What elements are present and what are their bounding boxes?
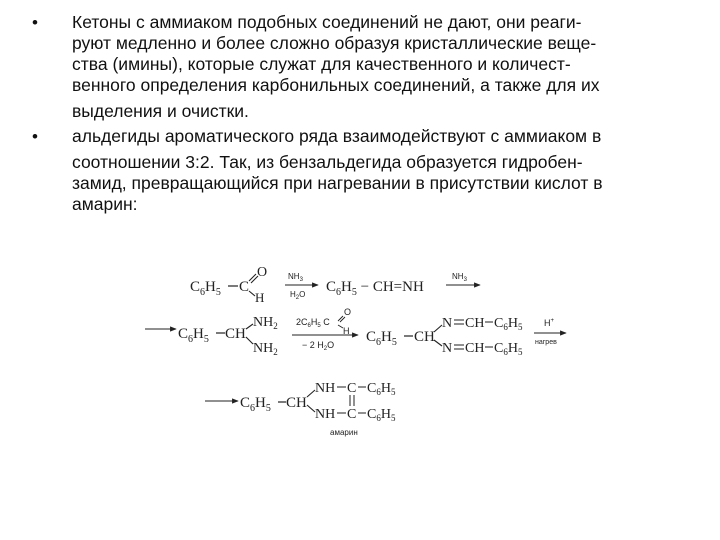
amino-group-top: $NH_2$	[253, 315, 278, 331]
bullet-marker: •	[32, 127, 38, 146]
bond-line	[434, 340, 442, 346]
ring-c-bottom: C	[347, 407, 357, 422]
bond-line	[246, 324, 253, 329]
ring-nh-top: NH	[315, 381, 336, 396]
imine-n-bottom: N	[442, 341, 453, 356]
bullet-list	[32, 12, 692, 215]
carbonyl-carbon: C	[239, 279, 250, 295]
amino-group-bottom: $NH_2$	[253, 341, 278, 357]
ring-nh-bottom: NH	[315, 407, 336, 422]
bond-line	[307, 405, 315, 412]
imine-ch-bottom: CH	[465, 341, 485, 356]
amarin-phenyl-bottom: $C_6H_5$	[367, 407, 396, 423]
bullet-item-aldehydes	[32, 126, 692, 215]
imine-product: $C_6H_5 - CH=NH$	[326, 279, 424, 298]
benzaldehyde-phenyl: $C_6H_5$	[190, 279, 221, 298]
aldehyde-hydrogen: H	[255, 290, 265, 305]
reagent-benzaldehyde: $2C_6H_5$ C	[296, 317, 330, 329]
reagent-ammonia: $NH_3$	[288, 272, 303, 283]
hydrobenzamide-ch: CH	[414, 329, 435, 345]
reagent-ammonia-2: $NH_3$	[452, 272, 467, 283]
diamine-ch: CH	[225, 326, 246, 342]
reagent-oxygen: O	[344, 307, 352, 317]
phenyl-bottom: $C_6H_5$	[494, 341, 523, 357]
ring-c-top: C	[347, 381, 357, 396]
carbonyl-oxygen: O	[257, 265, 268, 280]
text-line: соотношении 3:2. Так, из бензальдегида образуется гидробен-	[72, 152, 583, 172]
amarin-phenyl: $C_6H_5$	[240, 395, 271, 414]
bullet-marker: •	[32, 13, 38, 32]
reaction-row-1	[190, 265, 480, 305]
text-line: Кетоны с аммиаком подобных соединений не дают, они реаги-	[72, 12, 582, 32]
double-bond-line	[249, 274, 256, 281]
reaction-row-2	[145, 307, 566, 357]
reagent-hydrogen: H	[343, 326, 350, 336]
text-line: амарин:	[72, 194, 138, 214]
phenyl-top: $C_6H_5$	[494, 316, 523, 332]
bond-line	[434, 325, 442, 332]
text-line: венного определения карбонильных соединений, а также для их	[72, 75, 600, 95]
amarin-ch: CH	[286, 395, 307, 411]
reaction-row-3	[205, 381, 396, 437]
reaction-scheme	[130, 255, 570, 445]
text-line: выделения и очистки.	[72, 101, 249, 121]
diamine-phenyl: $C_6H_5$	[178, 326, 209, 345]
hydrobenzamide-phenyl: $C_6H_5$	[366, 329, 397, 348]
bond-line	[246, 337, 253, 344]
byproduct-water: $H_2O$	[290, 290, 306, 301]
catalyst-acid: H+	[544, 318, 555, 328]
text-line: ства (имины), которые служат для качественного и количест-	[72, 54, 571, 74]
byproduct-water-2: − 2 $H_2O$	[302, 340, 335, 352]
amarin-caption: амарин	[330, 428, 358, 437]
imine-ch-top: CH	[465, 316, 485, 331]
imine-n-top: N	[442, 316, 453, 331]
condition-heating: нагрев	[535, 339, 557, 346]
bond-line	[307, 390, 315, 397]
text-line: руют медленно и более сложно образуя кристаллические веще-	[72, 33, 597, 53]
text-line: замид, превращающийся при нагревании в присутствии кислот в	[72, 173, 603, 193]
amarin-phenyl-top: $C_6H_5$	[367, 381, 396, 397]
text-line: альдегиды ароматического ряда взаимодействуют с аммиаком в	[72, 126, 602, 146]
bullet-item-ketones	[32, 12, 692, 122]
